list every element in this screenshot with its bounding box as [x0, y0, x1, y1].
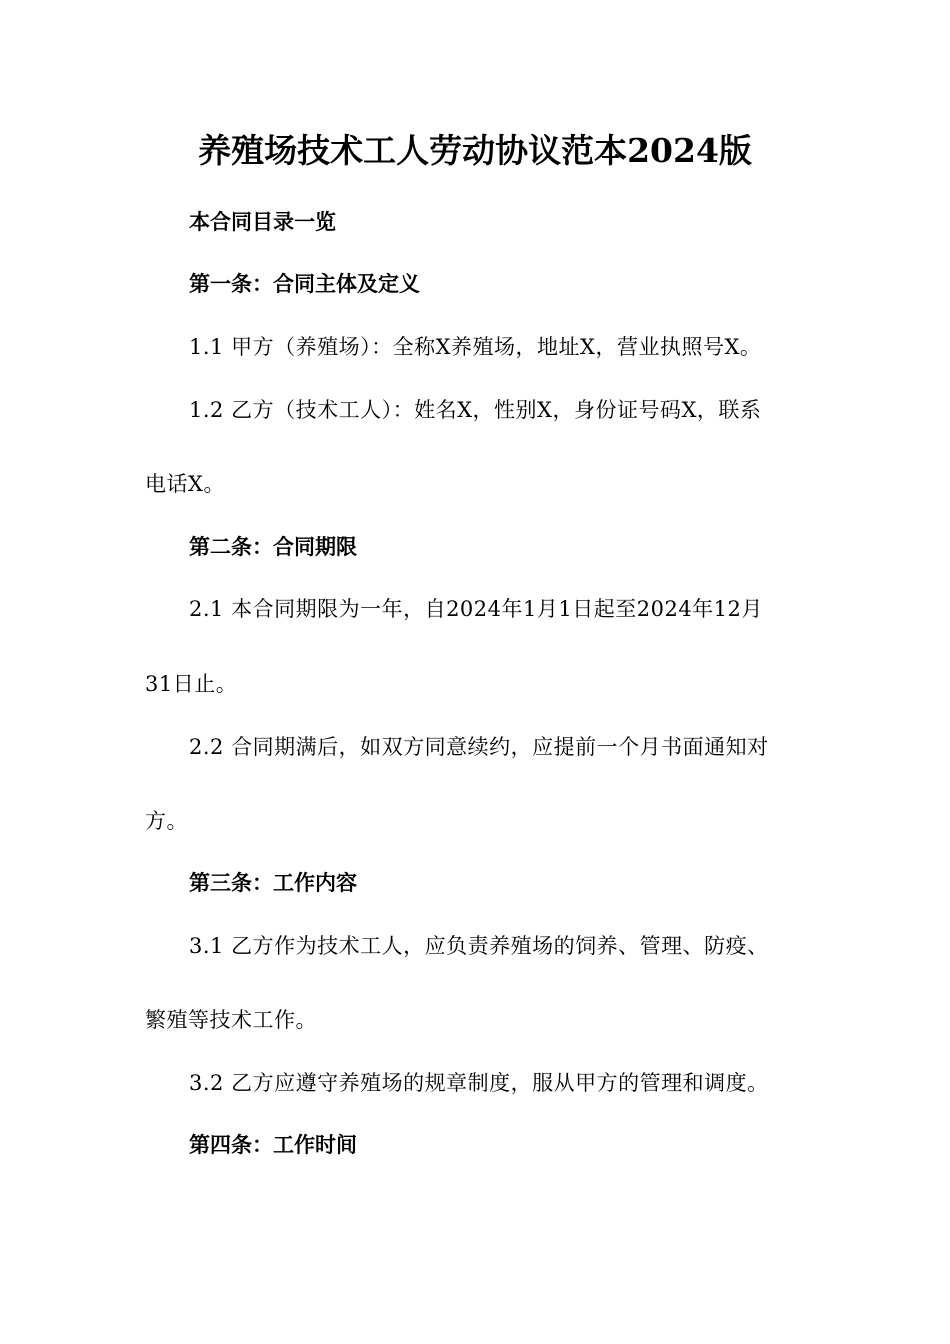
clause-text: 2.1 本合同期限为一年，自2024年1月1日起至2024年12月 — [189, 597, 763, 621]
clause-text-continuation: 繁殖等技术工作。 — [145, 1008, 317, 1032]
document-title: 养殖场技术工人劳动协议范本2024版 — [198, 131, 752, 170]
clause-text: 2.2 合同期满后，如双方同意续约，应提前一个月书面通知对 — [189, 735, 769, 759]
clause-text-continuation: 方。 — [145, 809, 188, 833]
toc-heading: 本合同目录一览 — [189, 210, 336, 234]
clause-text: 3.2 乙方应遵守养殖场的规章制度，服从甲方的管理和调度。 — [189, 1071, 769, 1095]
clause-text-continuation: 电话X。 — [145, 472, 225, 496]
clause-text-continuation: 31日止。 — [145, 672, 238, 696]
clause-text: 1.2 乙方（技术工人）：姓名X，性别X，身份证号码X，联系 — [189, 398, 762, 422]
section-heading: 第二条：合同期限 — [189, 535, 357, 559]
section-heading: 第三条：工作内容 — [189, 871, 357, 895]
clause-text: 1.1 甲方（养殖场）：全称X养殖场，地址X，营业执照号X。 — [189, 335, 762, 359]
clause-text: 3.1 乙方作为技术工人，应负责养殖场的饲养、管理、防疫、 — [189, 934, 769, 958]
section-heading: 第一条：合同主体及定义 — [189, 272, 420, 296]
section-heading: 第四条：工作时间 — [189, 1133, 357, 1157]
